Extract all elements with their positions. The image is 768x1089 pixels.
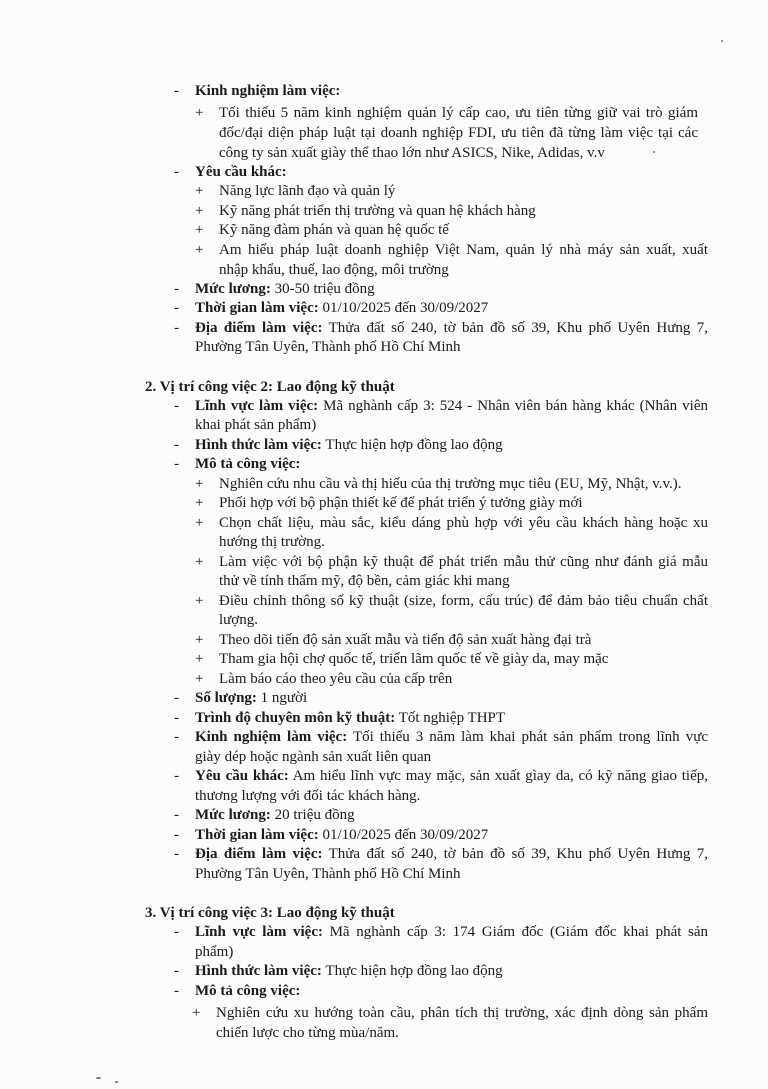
- sec2-location-label: Địa điểm làm việc:: [195, 846, 323, 862]
- bullet-dash: -: [174, 807, 179, 823]
- sec1-other-label: Yêu cầu khác:: [195, 164, 287, 180]
- bullet-plus: +: [195, 495, 204, 511]
- sec2-field-value: Mã nghành cấp 3: 524 - Nhân viên bán hàng khác (Nhân viên: [318, 398, 708, 414]
- sec1-other-item: Kỹ năng đàm phán và quan hệ quốc tế: [219, 222, 449, 238]
- sec2-qty: [195, 689, 307, 708]
- bullet-dash: -: [174, 437, 179, 453]
- sec1-experience-label: Kinh nghiệm làm việc:: [195, 83, 341, 99]
- bullet-plus: +: [195, 593, 204, 609]
- sec2-desc-label: Mô tả công việc:: [195, 456, 301, 472]
- sec1-other-item: Năng lực lãnh đạo và quản lý: [219, 183, 396, 199]
- sec1-other-item: Am hiểu pháp luật doanh nghiệp Việt Nam, quản lý nhà máy sản xuất, xuất: [219, 242, 708, 258]
- sec1-time: [195, 299, 488, 318]
- sec2-salary-label: Mức lương:: [195, 807, 271, 823]
- sec2-desc-item: Chọn chất liệu, màu sắc, kiểu dáng phù hợp với yêu cầu khách hàng hoặc xu: [219, 515, 708, 531]
- sec3-heading: 3. Vị trí công việc 3: Lao động kỹ thuật: [145, 905, 395, 921]
- sec1-salary-value: 30-50 triệu đồng: [270, 281, 375, 297]
- sec2-heading: 2. Vị trí công việc 2: Lao động kỹ thuật: [145, 379, 395, 395]
- bullet-dash: -: [174, 983, 179, 999]
- bullet-dash: -: [174, 710, 179, 726]
- sec2-exp-value: Tối thiểu 3 năm làm khai phát sản phẩm trong lĩnh vực: [347, 729, 708, 745]
- bullet-dash: -: [174, 83, 179, 99]
- sec2-desc-item: thử về tính thẩm mỹ, độ bền, cảm giác khi mang: [219, 573, 510, 589]
- bullet-dash: -: [174, 924, 179, 940]
- bullet-plus: +: [192, 1005, 201, 1021]
- sec1-location: [195, 319, 708, 338]
- sec2-form: [195, 436, 503, 455]
- sec2-field-label: Lĩnh vực làm việc:: [195, 398, 319, 414]
- bullet-dash: -: [174, 300, 179, 316]
- sec3-form-value: Thực hiện hợp đồng lao động: [321, 963, 503, 979]
- bullet-plus: +: [195, 105, 204, 121]
- sec1-other-item: nhập khẩu, thuế, lao động, môi trường: [219, 262, 449, 278]
- sec2-exp: [195, 728, 708, 747]
- sec2-form-value: Thực hiện hợp đồng lao động: [321, 437, 503, 453]
- sec3-form: [195, 962, 503, 981]
- sec1-time-value: 01/10/2025 đến 30/09/2027: [318, 300, 489, 316]
- sec2-exp-cont: giày dép hoặc ngành sản xuất liên quan: [195, 749, 432, 765]
- sec2-desc-item: Theo dõi tiến độ sản xuất mẫu và tiến độ sản xuất hàng đại trà: [219, 632, 592, 648]
- sec1-experience-line: Tối thiểu 5 năm kinh nghiệm quản lý cấp cao, ưu tiên từng giữ vai trò giám: [219, 105, 698, 121]
- sec2-desc-item: Làm việc với bộ phận kỹ thuật để phát triển mẫu thử cũng như đánh giá mẫu: [219, 554, 708, 570]
- sec2-qty-label: Số lượng:: [195, 690, 257, 706]
- bullet-dash: -: [174, 846, 179, 862]
- sec1-experience-line: công ty sản xuất giày thể thao lớn như ASICS, Nike, Adidas, v.v: [219, 145, 605, 161]
- sec1-experience-line: đốc/đại diện pháp luật tại doanh nghiệp FDI, ưu tiên đã từng làm việc tại các: [219, 125, 698, 141]
- sec2-level-label: Trình độ chuyên môn kỹ thuật:: [195, 710, 396, 726]
- sec2-other: [195, 767, 708, 786]
- sec2-desc-item: hướng thị trường.: [219, 534, 325, 550]
- sec2-level: [195, 709, 505, 728]
- sec2-other-label: Yêu cầu khác:: [195, 768, 289, 784]
- sec1-time-label: Thời gian làm việc:: [195, 300, 319, 316]
- sec3-field-cont: phẩm): [195, 944, 234, 960]
- bullet-dash: -: [174, 690, 179, 706]
- sec3-desc-item: Nghiên cứu xu hướng toàn cầu, phân tích thị trường, xác định dòng sản phẩm: [216, 1005, 708, 1021]
- sec1-location-label: Địa điểm làm việc:: [195, 320, 323, 336]
- bullet-dash: -: [174, 827, 179, 843]
- scan-speck: [721, 40, 723, 42]
- bullet-dash: -: [174, 768, 179, 784]
- sec2-desc-item: lượng.: [219, 612, 258, 628]
- sec2-desc-item: Tham gia hội chợ quốc tế, triển lãm quốc tế về giày da, may mặc: [219, 651, 609, 667]
- sec2-exp-label: Kinh nghiệm làm việc:: [195, 729, 348, 745]
- sec1-location-cont: Phường Tân Uyên, Thành phố Hồ Chí Minh: [195, 339, 461, 355]
- sec2-desc-item: Nghiên cứu nhu cầu và thị hiếu của thị trường mục tiêu (EU, Mỹ, Nhật, v.v.).: [219, 476, 682, 492]
- sec3-field: [195, 923, 708, 942]
- sec2-time: [195, 826, 488, 845]
- sec2-field-cont: khai phát sản phẩm): [195, 417, 317, 433]
- bullet-dash: -: [174, 963, 179, 979]
- sec2-other-value: Am hiểu lĩnh vực may mặc, sản xuất gìay da, có kỹ năng giao tiếp,: [288, 768, 708, 784]
- sec3-desc-item: chiến lược cho từng mùa/năm.: [216, 1025, 399, 1041]
- sec1-location-value: Thửa đất số 240, tờ bản đồ số 39, Khu phố Uyên Hưng 7,: [322, 320, 708, 336]
- sec2-desc-item: Phối hợp với bộ phận thiết kế để phát triển ý tưởng giày mới: [219, 495, 583, 511]
- bullet-plus: +: [195, 515, 204, 531]
- scan-speck: [653, 151, 655, 153]
- bullet-plus: +: [195, 242, 204, 258]
- bullet-plus: +: [195, 554, 204, 570]
- bullet-plus: +: [195, 203, 204, 219]
- sec2-time-label: Thời gian làm việc:: [195, 827, 319, 843]
- sec3-form-label: Hình thức làm việc:: [195, 963, 322, 979]
- bullet-plus: +: [195, 222, 204, 238]
- scan-speck: [96, 1077, 101, 1079]
- bullet-plus: +: [195, 671, 204, 687]
- sec3-desc-label: Mô tả công việc:: [195, 983, 301, 999]
- sec1-salary-label: Mức lương:: [195, 281, 271, 297]
- sec2-field: [195, 397, 708, 416]
- sec3-field-value: Mã nghành cấp 3: 174 Giám đốc (Giám đốc khai phát sản: [322, 924, 708, 940]
- sec2-desc-item: Làm báo cáo theo yêu cầu của cấp trên: [219, 671, 453, 687]
- sec1-other-item: Kỹ năng phát triển thị trường và quan hệ khách hàng: [219, 203, 536, 219]
- bullet-dash: -: [174, 320, 179, 336]
- sec3-field-label: Lĩnh vực làm việc:: [195, 924, 323, 940]
- bullet-plus: +: [195, 183, 204, 199]
- sec2-form-label: Hình thức làm việc:: [195, 437, 322, 453]
- sec2-salary-value: 20 triệu đồng: [270, 807, 355, 823]
- sec2-level-value: Tốt nghiệp THPT: [395, 710, 506, 726]
- sec2-qty-value: 1 người: [256, 690, 308, 706]
- sec2-location: [195, 845, 708, 864]
- bullet-dash: -: [174, 281, 179, 297]
- bullet-dash: -: [174, 398, 179, 414]
- scan-speck: [115, 1081, 118, 1083]
- bullet-plus: +: [195, 632, 204, 648]
- sec2-location-value: Thửa đất số 240, tờ bản đồ số 39, Khu phố Uyên Hưng 7,: [322, 846, 708, 862]
- bullet-dash: -: [174, 456, 179, 472]
- sec2-other-cont: thương lượng với đối tác khách hàng.: [195, 788, 421, 804]
- sec2-time-value: 01/10/2025 đến 30/09/2027: [318, 827, 489, 843]
- sec1-salary: [195, 280, 375, 299]
- bullet-dash: -: [174, 164, 179, 180]
- bullet-dash: -: [174, 729, 179, 745]
- sec2-desc-item: Điều chỉnh thông số kỹ thuật (size, form, cấu trúc) để đảm bảo tiêu chuẩn chất: [219, 593, 708, 609]
- sec2-salary: [195, 806, 355, 825]
- bullet-plus: +: [195, 651, 204, 667]
- sec2-location-cont: Phường Tân Uyên, Thành phố Hồ Chí Minh: [195, 866, 461, 882]
- bullet-plus: +: [195, 476, 204, 492]
